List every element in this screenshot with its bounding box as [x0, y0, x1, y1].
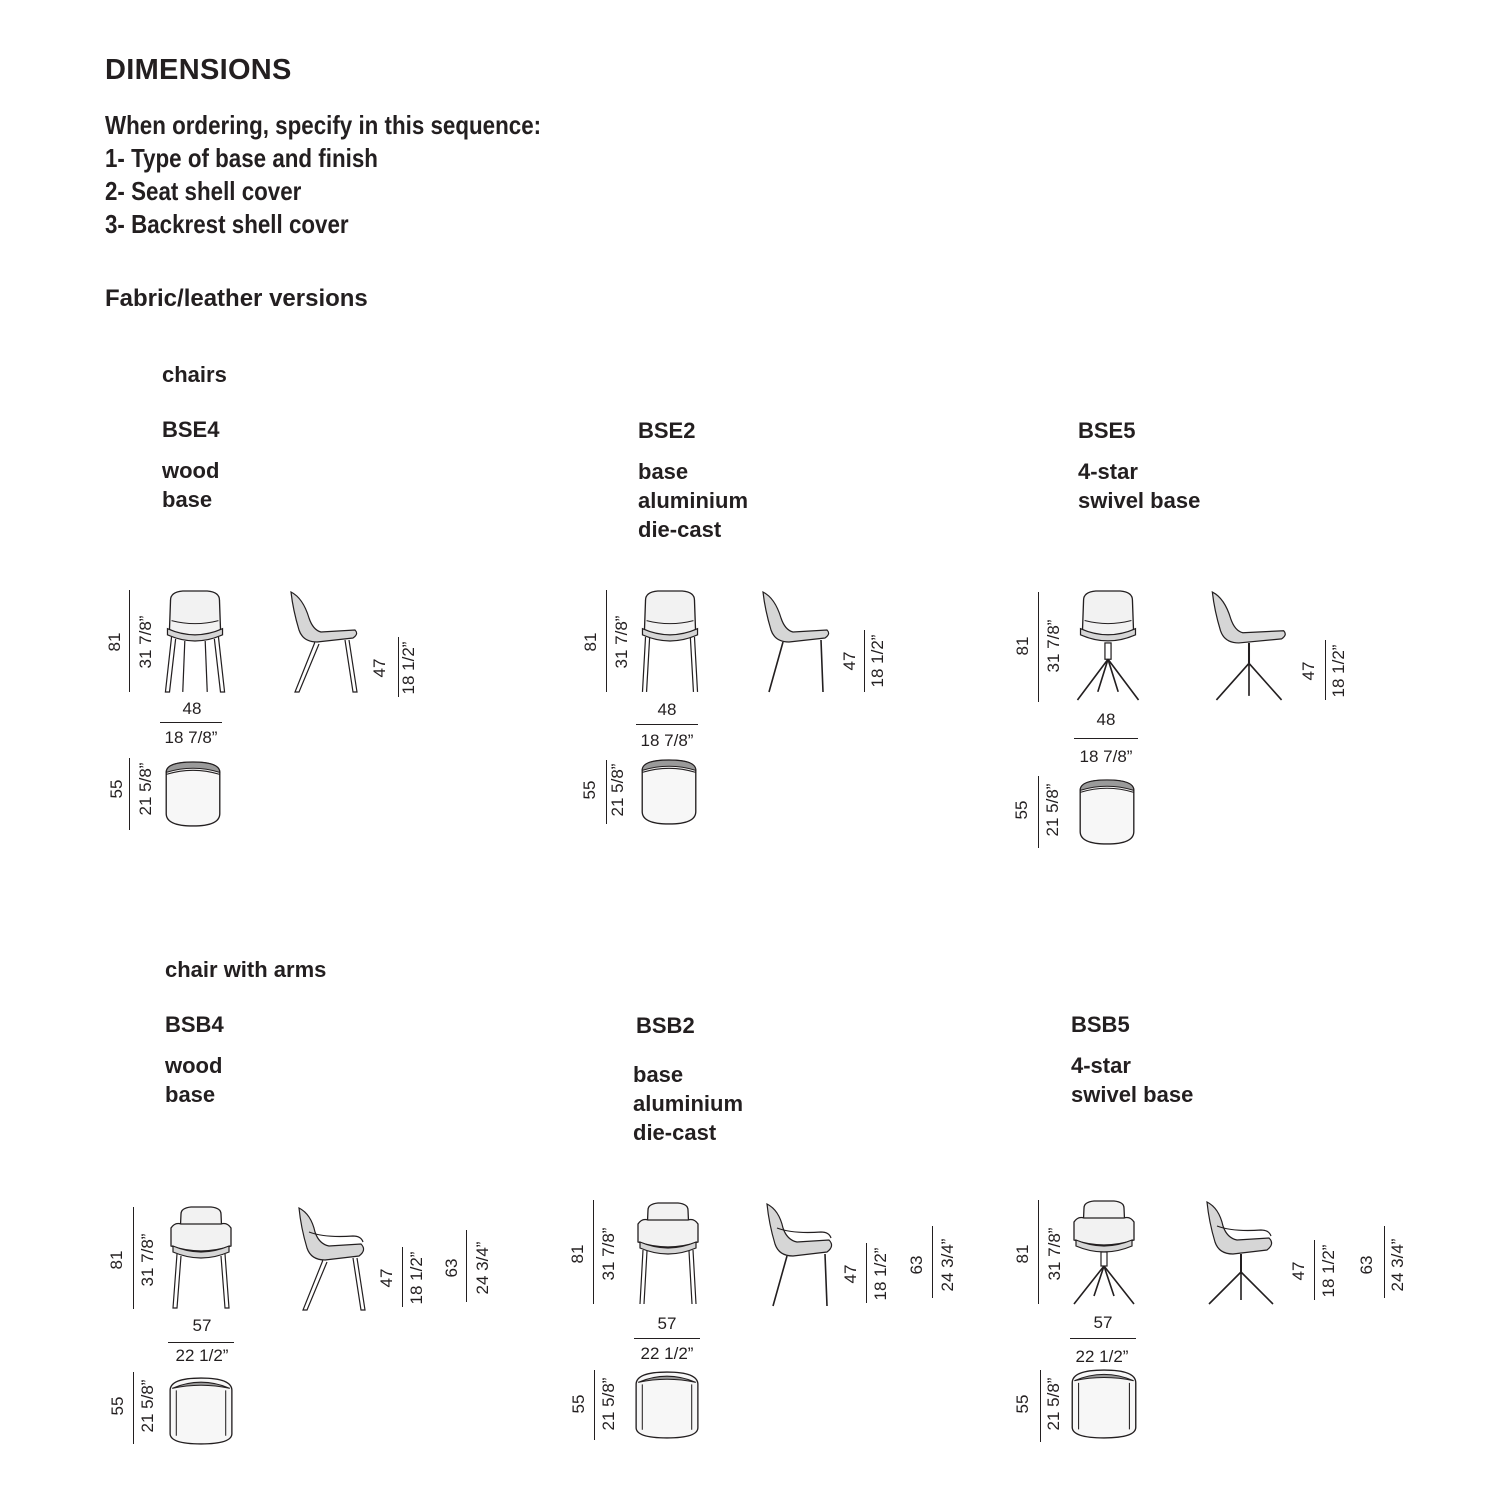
depth-cm: 55	[1013, 1394, 1032, 1414]
model-desc-line1: base	[633, 1062, 684, 1087]
front-view-drawing	[167, 1206, 235, 1310]
model-desc-line3: die-cast	[638, 517, 722, 542]
top-view-drawing	[634, 1370, 700, 1440]
width-in: 22 1/2”	[175, 1346, 229, 1365]
depth-cm: 55	[580, 780, 599, 800]
side-view-drawing	[286, 590, 362, 694]
top-view-drawing	[160, 760, 226, 828]
ordering-step-2: 2- Seat shell cover	[105, 176, 302, 206]
depth-in: 21 5/8”	[599, 1377, 618, 1431]
model-desc-line1: 4-star	[1071, 1053, 1131, 1078]
side-view-drawing	[1202, 1200, 1280, 1306]
width-in: 18 7/8”	[1079, 747, 1133, 766]
front-view-drawing	[1075, 590, 1141, 702]
seat-height-cm: 47	[370, 658, 389, 678]
model-code: BSB5	[1071, 1012, 1130, 1037]
section-chairs: chairs	[162, 362, 227, 387]
seat-height-cm: 47	[1299, 661, 1318, 681]
model-desc-line1: base	[638, 459, 689, 484]
width-in: 22 1/2”	[640, 1344, 694, 1363]
arm-height-cm: 63	[1357, 1255, 1376, 1275]
side-view-drawing	[762, 1202, 838, 1308]
model-desc-line2: swivel base	[1071, 1082, 1194, 1107]
height-cm: 81	[1013, 636, 1032, 656]
width-in: 22 1/2”	[1075, 1347, 1129, 1366]
model-code: BSB4	[165, 1012, 224, 1037]
depth-in: 21 5/8”	[138, 1379, 157, 1433]
depth-in: 21 5/8”	[1044, 1377, 1063, 1431]
depth-cm: 55	[1012, 800, 1031, 820]
page-title: DIMENSIONS	[105, 54, 292, 86]
front-view-drawing	[634, 1202, 702, 1306]
front-view-drawing	[637, 590, 703, 694]
seat-height-cm: 47	[840, 651, 859, 671]
seat-height-in: 18 1/2”	[399, 641, 418, 695]
arm-height-in: 24 3/4”	[938, 1238, 957, 1292]
seat-height-in: 18 1/2”	[1329, 644, 1348, 698]
top-view-drawing	[1070, 1368, 1138, 1440]
model-desc-line2: aluminium	[638, 488, 749, 513]
width-cm: 57	[657, 1314, 677, 1333]
ordering-intro: When ordering, specify in this sequence:	[105, 110, 542, 140]
model-code: BSE2	[638, 418, 696, 443]
seat-height-in: 18 1/2”	[1319, 1244, 1338, 1298]
depth-in: 21 5/8”	[136, 762, 155, 816]
model-desc-line3: die-cast	[633, 1120, 717, 1145]
height-cm: 81	[1013, 1244, 1032, 1264]
depth-in: 21 5/8”	[1043, 783, 1062, 837]
height-cm: 81	[107, 1250, 126, 1270]
depth-cm: 55	[107, 779, 126, 799]
width-cm: 57	[1093, 1313, 1113, 1332]
seat-height-cm: 47	[841, 1264, 860, 1284]
top-view-drawing	[168, 1376, 234, 1446]
height-cm: 81	[568, 1244, 587, 1264]
width-cm: 48	[1096, 710, 1116, 729]
height-in: 31 7/8”	[138, 1233, 157, 1287]
model-code: BSE4	[162, 417, 220, 442]
height-in: 31 7/8”	[136, 615, 155, 669]
depth-cm: 55	[108, 1396, 127, 1416]
width-in: 18 7/8”	[164, 728, 218, 747]
ordering-step-3: 3- Backrest shell cover	[105, 209, 349, 239]
height-cm: 81	[581, 632, 600, 652]
seat-height-cm: 47	[1289, 1261, 1308, 1281]
model-desc-line2: swivel base	[1078, 488, 1201, 513]
arm-height-cm: 63	[907, 1255, 926, 1275]
width-in: 18 7/8”	[640, 731, 694, 750]
width-cm: 57	[192, 1316, 212, 1335]
model-desc-line1: wood	[162, 458, 220, 483]
width-cm: 48	[182, 699, 202, 718]
arm-height-in: 24 3/4”	[473, 1241, 492, 1295]
depth-cm: 55	[569, 1394, 588, 1414]
model-code: BSE5	[1078, 418, 1136, 443]
front-view-drawing	[162, 590, 228, 694]
model-desc-line2: base	[165, 1082, 216, 1107]
seat-height-cm: 47	[377, 1268, 396, 1288]
height-in: 31 7/8”	[612, 615, 631, 669]
side-view-drawing	[758, 590, 834, 694]
model-desc-line2: base	[162, 487, 213, 512]
height-cm: 81	[105, 632, 124, 652]
section-chair-with-arms: chair with arms	[165, 957, 327, 982]
width-cm: 48	[657, 700, 677, 719]
height-in: 31 7/8”	[1044, 619, 1063, 673]
height-in: 31 7/8”	[599, 1227, 618, 1281]
model-code: BSB2	[636, 1013, 695, 1038]
front-view-drawing	[1070, 1200, 1138, 1306]
height-in: 31 7/8”	[1045, 1227, 1064, 1281]
seat-height-in: 18 1/2”	[871, 1247, 890, 1301]
arm-height-cm: 63	[442, 1258, 461, 1278]
side-view-drawing	[294, 1206, 370, 1312]
versions-subtitle: Fabric/leather versions	[105, 285, 368, 312]
top-view-drawing	[636, 758, 702, 826]
model-desc-line1: wood	[165, 1053, 223, 1078]
arm-height-in: 24 3/4”	[1388, 1238, 1407, 1292]
seat-height-in: 18 1/2”	[407, 1251, 426, 1305]
side-view-drawing	[1208, 590, 1290, 702]
top-view-drawing	[1074, 776, 1140, 848]
depth-in: 21 5/8”	[608, 763, 627, 817]
ordering-step-1: 1- Type of base and finish	[105, 143, 378, 173]
model-desc-line1: 4-star	[1078, 459, 1138, 484]
seat-height-in: 18 1/2”	[868, 634, 887, 688]
model-desc-line2: aluminium	[633, 1091, 744, 1116]
